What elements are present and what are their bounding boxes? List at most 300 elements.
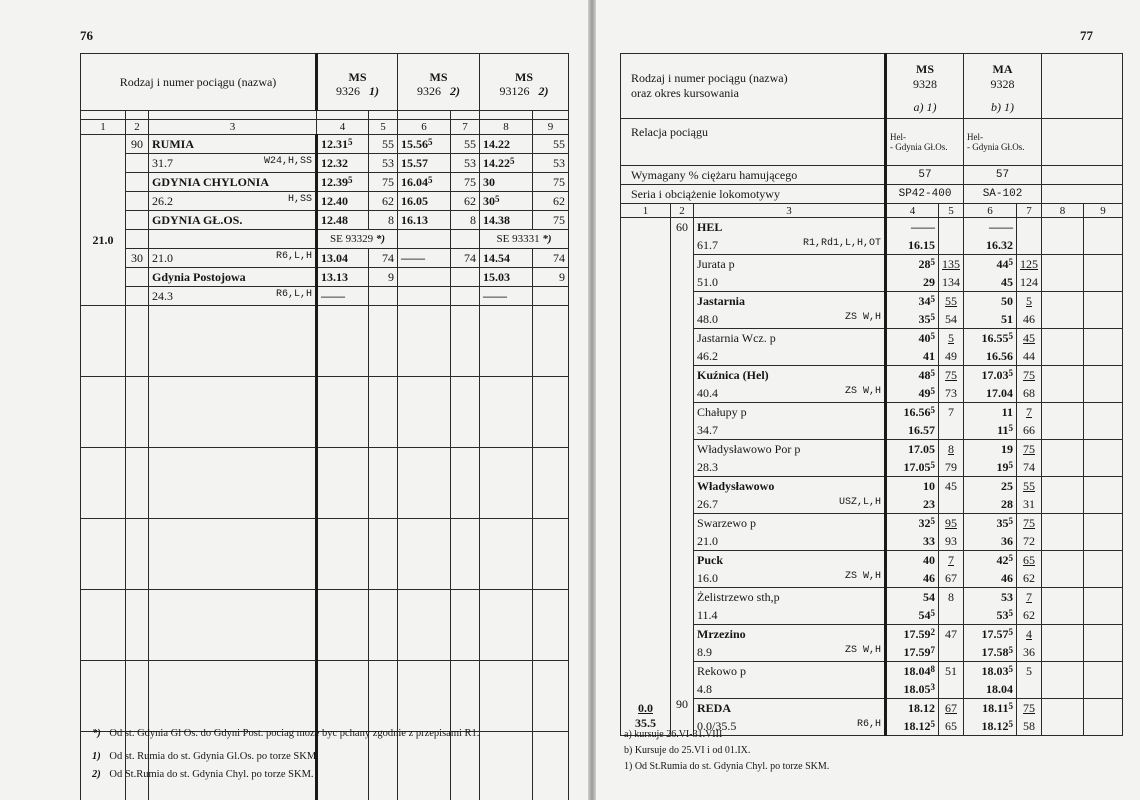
station-name: Jastarnia — [697, 293, 745, 308]
station-km-cell — [694, 606, 886, 625]
column-number: 5 — [369, 120, 398, 135]
dwell-value: 58 — [1017, 717, 1042, 736]
empty-cell — [126, 306, 149, 377]
station-km: 26.7 — [697, 496, 718, 511]
dwell-value: 5 — [948, 330, 955, 345]
departure-time — [964, 347, 1017, 366]
dwell-value: 5 — [1026, 663, 1033, 678]
arrival-time — [964, 551, 1017, 570]
station-cell — [149, 173, 317, 192]
dwell-value: 62 — [1017, 606, 1042, 625]
relation-label: Relacja pociągu — [621, 119, 886, 166]
station-km-cell — [694, 495, 886, 514]
departure-time — [886, 532, 939, 551]
station-name: Chałupy p — [697, 404, 747, 419]
dwell-value: 93 — [939, 532, 964, 551]
station-name: Gdynia Postojowa — [152, 269, 246, 284]
time-half-minute: 5 — [930, 293, 936, 304]
empty-cell — [369, 590, 398, 661]
train-kind: MS — [348, 70, 367, 84]
station-name-cell — [694, 440, 886, 459]
station-code: ZS W,H — [845, 644, 882, 656]
connecting-train-cell — [317, 230, 398, 249]
time-cell — [317, 154, 369, 173]
empty-cell — [149, 661, 317, 732]
station-row-bottom — [621, 569, 1123, 588]
station-km: 11.4 — [697, 607, 718, 622]
station-name: Władysławowo — [697, 478, 775, 493]
relation-line: - Gdynia Gł.Os. — [967, 142, 1025, 152]
speed-cell — [621, 218, 671, 736]
right-footnotes — [624, 727, 1104, 775]
empty-cell — [317, 377, 369, 448]
time-value: 17.05 — [908, 441, 936, 456]
time-value: 50 — [1001, 293, 1014, 308]
station-row-top — [621, 477, 1123, 496]
station-row-top — [621, 366, 1123, 385]
dwell-cell — [939, 625, 964, 644]
empty-cell — [1042, 699, 1084, 718]
departure-time — [964, 273, 1017, 292]
connecting-train-note: *) — [375, 233, 386, 245]
dwell-value: 75 — [1023, 700, 1036, 715]
relation-line: Hel- — [967, 132, 984, 142]
dwell-cell — [1017, 403, 1042, 422]
station-name-cell — [694, 699, 886, 718]
time-value: 17.59 — [903, 626, 931, 641]
departure-time — [886, 421, 939, 440]
empty-cell — [1042, 403, 1084, 422]
dwell-cell: 9 — [369, 268, 398, 287]
time-cell — [480, 154, 533, 173]
time-half-minute: 5 — [1008, 256, 1014, 267]
dwell-value: 44 — [1017, 347, 1042, 366]
dwell-value: 65 — [939, 717, 964, 736]
time-value: 18.05 — [903, 681, 931, 696]
time-value: 32 — [918, 515, 931, 530]
column-number: 6 — [398, 120, 451, 135]
empty-cell — [1042, 551, 1084, 570]
dwell-value — [939, 680, 964, 699]
dwell-cell — [939, 514, 964, 533]
empty-cell — [533, 590, 569, 661]
empty-cell — [1042, 255, 1084, 274]
empty-cell — [1042, 680, 1084, 699]
station-code: R1,Rd1,L,H,OT — [803, 237, 882, 249]
dwell-value: 46 — [1017, 310, 1042, 329]
departure-time — [886, 273, 939, 292]
station-row-bottom — [621, 532, 1123, 551]
time-value: 17.59 — [903, 644, 931, 659]
dwell-cell: 74 — [451, 249, 480, 268]
empty-cell — [1042, 292, 1084, 311]
arrival-time — [964, 218, 1017, 237]
time-value: 33 — [923, 533, 936, 548]
empty-cell — [149, 306, 317, 377]
dwell-cell — [939, 477, 964, 496]
speed-limit-cell — [126, 230, 149, 249]
dwell-value: 7 — [1026, 404, 1033, 419]
column-number: 8 — [1042, 204, 1084, 218]
relation-cell — [964, 119, 1042, 166]
time-half-minute: 5 — [1008, 700, 1014, 711]
arrival-time — [886, 329, 939, 348]
timetable-row — [81, 154, 569, 173]
station-cell — [149, 135, 317, 154]
time-half-minute: 5 — [1008, 552, 1014, 563]
dwell-value: 79 — [939, 458, 964, 477]
dwell-value: 124 — [1017, 273, 1042, 292]
time-cell — [317, 287, 369, 306]
departure-time — [886, 643, 939, 662]
dwell-cell — [939, 403, 964, 422]
time-half-minute: 3 — [930, 681, 936, 692]
time-value: 25 — [1001, 478, 1014, 493]
time-value: 40 — [918, 330, 931, 345]
station-code: ZS W,H — [845, 570, 882, 582]
station-row-top — [621, 292, 1123, 311]
departure-time — [964, 532, 1017, 551]
time-half-minute: 5 — [495, 193, 500, 204]
time-half-minute: 5 — [348, 136, 353, 147]
train-type-label — [621, 54, 886, 119]
dwell-cell: 75 — [533, 173, 569, 192]
connecting-train: SE 93331 — [496, 233, 543, 245]
dwell-cell — [1017, 366, 1042, 385]
time-cell — [317, 135, 369, 154]
station-km: 61.7 — [697, 237, 718, 252]
time-value: —— — [483, 288, 508, 303]
arrival-time — [964, 292, 1017, 311]
departure-time — [964, 643, 1017, 662]
arrival-time — [886, 403, 939, 422]
empty-cell — [126, 661, 149, 732]
dwell-cell: 62 — [369, 192, 398, 211]
time-value: 12.39 — [321, 174, 349, 189]
time-value: 45 — [1001, 274, 1014, 289]
dwell-cell — [1017, 477, 1042, 496]
arrival-time — [886, 551, 939, 570]
station-km-cell — [694, 273, 886, 292]
dwell-value: 8 — [948, 441, 955, 456]
time-half-minute: 5 — [930, 718, 936, 729]
station-name: RUMIA — [152, 136, 194, 151]
station-name: Kuźnica (Hel) — [697, 367, 769, 382]
empty-cell — [533, 448, 569, 519]
empty-cell — [126, 448, 149, 519]
time-cell — [398, 268, 451, 287]
time-half-minute: 5 — [930, 459, 936, 470]
station-km: 40.4 — [697, 385, 718, 400]
column-numbers-row — [81, 120, 569, 135]
empty-cell — [317, 661, 369, 732]
departure-time — [964, 384, 1017, 403]
time-value: 16.56 — [986, 348, 1014, 363]
station-km: 4.8 — [697, 681, 712, 696]
station-code: H,SS — [288, 193, 313, 205]
empty-cell — [1042, 588, 1084, 607]
empty-cell — [317, 519, 369, 590]
time-cell — [317, 268, 369, 287]
station-name-cell — [694, 255, 886, 274]
empty-cell — [1084, 236, 1123, 255]
time-cell — [480, 249, 533, 268]
time-value: 42 — [996, 552, 1009, 567]
arrival-time — [886, 366, 939, 385]
dwell-cell — [533, 287, 569, 306]
empty-cell — [480, 590, 533, 661]
station-code: R6,H — [857, 718, 882, 730]
empty-cell — [398, 448, 451, 519]
train-kind: MS — [429, 70, 448, 84]
dwell-cell — [451, 230, 480, 249]
dwell-cell — [1017, 662, 1042, 681]
dwell-value: 54 — [939, 310, 964, 329]
arrival-time — [964, 477, 1017, 496]
time-cell — [480, 173, 533, 192]
brake-value: 57 — [964, 166, 1042, 185]
station-row-top — [621, 551, 1123, 570]
time-value: 36 — [1001, 533, 1014, 548]
dwell-value: 45 — [1023, 330, 1036, 345]
station-km: 34.7 — [697, 422, 718, 437]
column-number: 4 — [317, 120, 369, 135]
empty-cell — [1042, 384, 1084, 403]
empty-cell — [1042, 532, 1084, 551]
time-cell — [398, 211, 451, 230]
time-cell — [480, 287, 533, 306]
station-km-cell — [694, 680, 886, 699]
station-km-cell — [694, 458, 886, 477]
station-km-cell — [694, 347, 886, 366]
station-name: REDA — [697, 700, 732, 715]
empty-cell — [451, 590, 480, 661]
dwell-cell — [451, 287, 480, 306]
empty-cell — [1084, 347, 1123, 366]
empty-cell — [149, 448, 317, 519]
dwell-value: 75 — [1023, 515, 1036, 530]
time-cell — [480, 268, 533, 287]
dwell-value: 7 — [948, 404, 955, 419]
empty-cell — [1084, 514, 1123, 533]
empty-cell — [1084, 366, 1123, 385]
time-cell — [398, 230, 451, 249]
dwell-value: 36 — [1017, 643, 1042, 662]
empty-cell — [533, 377, 569, 448]
arrival-time — [886, 662, 939, 681]
connecting-train: SE 93329 — [330, 233, 376, 245]
arrival-time — [964, 366, 1017, 385]
station-km: 8.9 — [697, 644, 712, 659]
time-value: 28 — [918, 256, 931, 271]
loco-value: SP42-400 — [886, 185, 964, 204]
header-row — [621, 54, 1123, 119]
empty-cell — [398, 519, 451, 590]
dwell-cell: 75 — [533, 211, 569, 230]
train-number: 9326 — [336, 84, 361, 98]
dwell-value — [939, 606, 964, 625]
dwell-value: 75 — [945, 367, 958, 382]
timetable-row — [81, 249, 569, 268]
departure-time — [886, 495, 939, 514]
column-number: 5 — [939, 204, 964, 218]
time-half-minute: 5 — [1008, 663, 1014, 674]
departure-time — [964, 569, 1017, 588]
left-footnotes — [92, 726, 572, 785]
empty-cell — [126, 377, 149, 448]
time-value: 29 — [923, 274, 936, 289]
empty-cell — [1042, 421, 1084, 440]
empty-cell — [451, 377, 480, 448]
dwell-value: 62 — [1017, 569, 1042, 588]
station-name: Jurata p — [697, 256, 735, 271]
time-half-minute: 7 — [930, 644, 936, 655]
empty-cell — [1084, 329, 1123, 348]
column-number: 7 — [451, 120, 480, 135]
station-km: 21.0 — [697, 533, 718, 548]
station-km-cell — [694, 384, 886, 403]
timetable-row — [81, 287, 569, 306]
departure-time — [886, 458, 939, 477]
arrival-time — [964, 403, 1017, 422]
arrival-time — [964, 255, 1017, 274]
time-value: 30 — [483, 174, 496, 189]
loco-label: Seria i obciążenie lokomotywy — [621, 185, 886, 204]
empty-cell — [369, 448, 398, 519]
station-row-top — [621, 699, 1123, 718]
dwell-cell — [1017, 218, 1042, 237]
train-number: 9328 — [990, 76, 1015, 91]
empty-cell — [1084, 606, 1123, 625]
column-number: 3 — [694, 204, 886, 218]
time-value: 17.05 — [903, 459, 931, 474]
empty-cell — [1042, 458, 1084, 477]
header-row — [81, 54, 569, 111]
column-number: 2 — [126, 120, 149, 135]
time-cell — [317, 211, 369, 230]
timetable-row — [81, 192, 569, 211]
time-cell — [398, 154, 451, 173]
station-code: R6,L,H — [276, 288, 313, 300]
empty-cell — [1084, 495, 1123, 514]
station-name: Jastarnia Wcz. p — [697, 330, 776, 345]
dwell-cell: 74 — [533, 249, 569, 268]
arrival-time — [886, 218, 939, 237]
empty-cell — [1084, 477, 1123, 496]
empty-cell — [1042, 119, 1123, 166]
empty-cell — [1084, 273, 1123, 292]
empty-cell — [1042, 569, 1084, 588]
empty-cell — [1084, 440, 1123, 459]
time-value: 14.38 — [483, 212, 511, 227]
time-value: 44 — [996, 256, 1009, 271]
brake-label: Wymagany % ciężaru hamującego — [621, 166, 886, 185]
station-row-bottom — [621, 606, 1123, 625]
empty-cell — [1042, 514, 1084, 533]
connecting-train-cell — [480, 230, 569, 249]
time-value: 30 — [483, 193, 496, 208]
station-km: 51.0 — [697, 274, 718, 289]
departure-time — [886, 606, 939, 625]
train-number: 93126 — [499, 84, 530, 98]
empty-cell — [317, 590, 369, 661]
time-value: 12.40 — [321, 193, 349, 208]
station-row-bottom — [621, 680, 1123, 699]
footnote-mark: *) — [92, 728, 104, 739]
time-cell — [317, 192, 369, 211]
departure-time — [964, 495, 1017, 514]
arrival-time — [886, 699, 939, 718]
dwell-cell — [939, 366, 964, 385]
time-half-minute: 5 — [1008, 644, 1014, 655]
dwell-cell — [1017, 625, 1042, 644]
dwell-value — [939, 236, 964, 255]
dwell-value: 45 — [945, 478, 958, 493]
empty-cell — [1084, 403, 1123, 422]
station-code: ZS W,H — [845, 385, 882, 397]
footnote-text: Od St.Rumia do st. Gdynia Chyl. po torze SKM. — [109, 769, 314, 780]
timetable-row — [81, 268, 569, 287]
relation-cell — [886, 119, 964, 166]
time-value: 12.32 — [321, 155, 349, 170]
dwell-value: 65 — [1023, 552, 1036, 567]
footnote-mark: 1) — [92, 751, 104, 762]
column-number: 2 — [671, 204, 694, 218]
arrival-time — [964, 625, 1017, 644]
timetable-row — [81, 211, 569, 230]
station-row-top — [621, 255, 1123, 274]
station-code: W24,H,SS — [264, 155, 313, 167]
time-value: 54 — [923, 589, 936, 604]
empty-cell — [480, 519, 533, 590]
empty-cell — [1042, 329, 1084, 348]
train-period: a) 1) — [913, 99, 937, 114]
arrival-time — [886, 255, 939, 274]
speed-limit-cell: 30 — [126, 249, 149, 268]
dwell-cell — [1017, 292, 1042, 311]
train-type-label: Rodzaj i numer pociągu (nazwa) — [81, 54, 317, 111]
empty-cell — [533, 519, 569, 590]
dwell-value: 73 — [939, 384, 964, 403]
empty-cell — [149, 377, 317, 448]
station-name: HEL — [697, 219, 723, 234]
station-row-bottom — [621, 310, 1123, 329]
footnote-text: Od st. Rumia do st. Gdynia Gl.Os. po torze SKM. — [109, 751, 319, 762]
dwell-cell: 8 — [451, 211, 480, 230]
footnote: a) kursuje 26.VI-31.VIII — [624, 729, 723, 740]
empty-cell — [1084, 625, 1123, 644]
empty-cell — [1084, 662, 1123, 681]
train-period: b) 1) — [991, 99, 1015, 114]
time-value: 18.03 — [981, 663, 1009, 678]
train-header — [886, 54, 964, 119]
time-value: —— — [911, 219, 936, 234]
departure-time — [964, 458, 1017, 477]
time-value: —— — [401, 250, 426, 265]
time-value: 34 — [918, 293, 931, 308]
time-cell — [317, 249, 369, 268]
time-value: —— — [321, 288, 346, 303]
right-page — [596, 0, 1140, 800]
departure-time — [964, 680, 1017, 699]
empty-cell — [1084, 569, 1123, 588]
book-gutter — [588, 0, 596, 800]
station-name: Mrzezino — [697, 626, 746, 641]
timetable-row — [81, 173, 569, 192]
arrival-time — [964, 588, 1017, 607]
train-header — [480, 54, 569, 111]
dwell-cell: 8 — [369, 211, 398, 230]
